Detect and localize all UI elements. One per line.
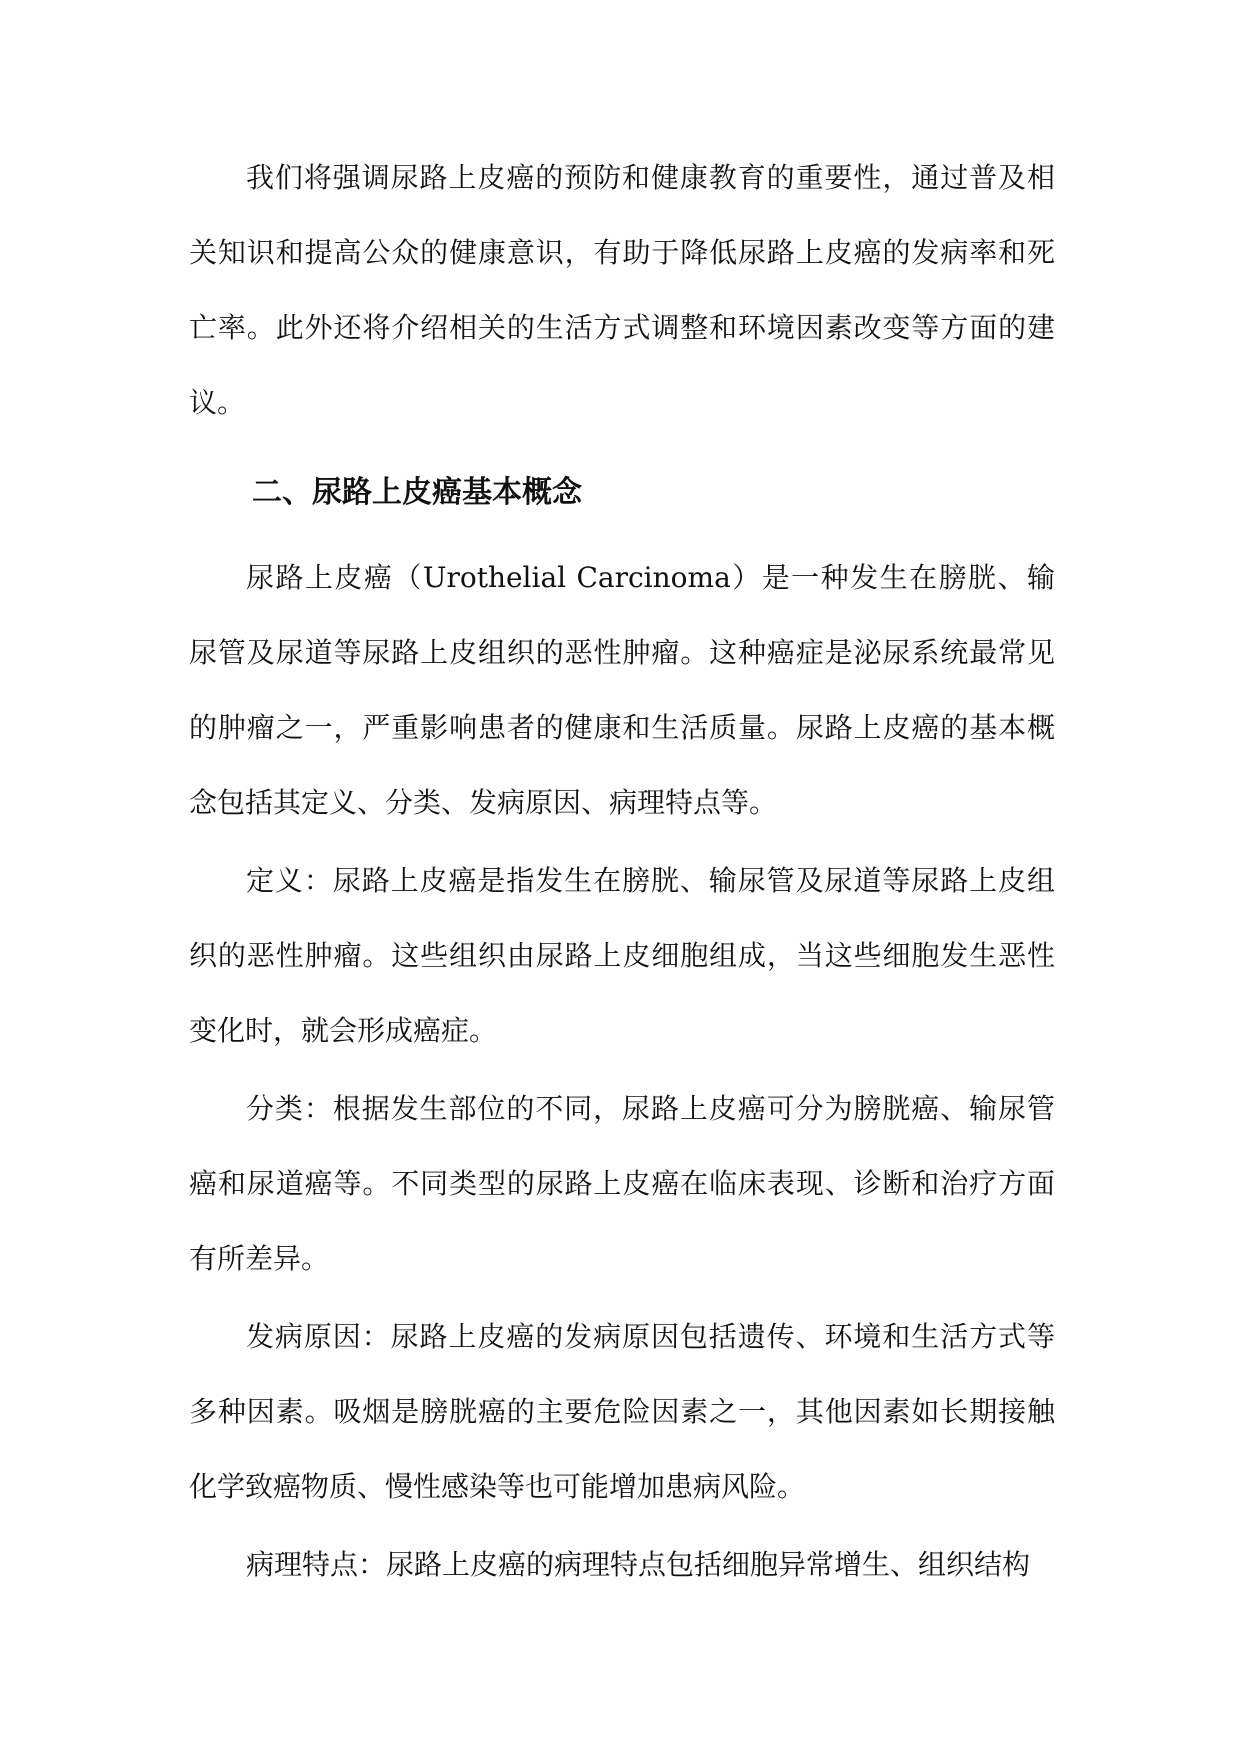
paragraph-pathology: 病理特点：尿路上皮癌的病理特点包括细胞异常增生、组织结构	[246, 1548, 1031, 1581]
paragraph-definition: 定义：尿路上皮癌是指发生在膀胱、输尿管及尿道等尿路上皮组织的恶性肿瘤。这些组织由尿路上皮细胞组成，当这些细胞发生恶性变化时，就会形成癌症。	[189, 864, 1055, 1047]
paragraph-causes: 发病原因：尿路上皮癌的发病原因包括遗传、环境和生活方式等多种因素。吸烟是膀胱癌的主要危险因素之一，其他因素如长期接触化学致癌物质、慢性感染等也可能增加患病风险。	[189, 1320, 1055, 1503]
paragraph-classification: 分类：根据发生部位的不同，尿路上皮癌可分为膀胱癌、输尿管癌和尿道癌等。不同类型的尿路上皮癌在临床表现、诊断和治疗方面有所差异。	[189, 1092, 1055, 1275]
paragraph-overview: 尿路上皮癌（Urothelial Carcinoma）是一种发生在膀胱、输尿管及尿道等尿路上皮组织的恶性肿瘤。这种癌症是泌尿系统最常见的肿瘤之一，严重影响患者的健康和生活质量。尿路上皮癌的基本概念包括其定义、分类、发病原因、病理特点等。	[189, 561, 1055, 819]
document-body	[189, 140, 1055, 1605]
intro-paragraph: 我们将强调尿路上皮癌的预防和健康教育的重要性，通过普及相关知识和提高公众的健康意识，有助于降低尿路上皮癌的发病率和死亡率。此外还将介绍相关的生活方式调整和环境因素改变等方面的建议。	[189, 161, 1055, 419]
section-heading: 二、尿路上皮癌基本概念	[252, 475, 582, 510]
